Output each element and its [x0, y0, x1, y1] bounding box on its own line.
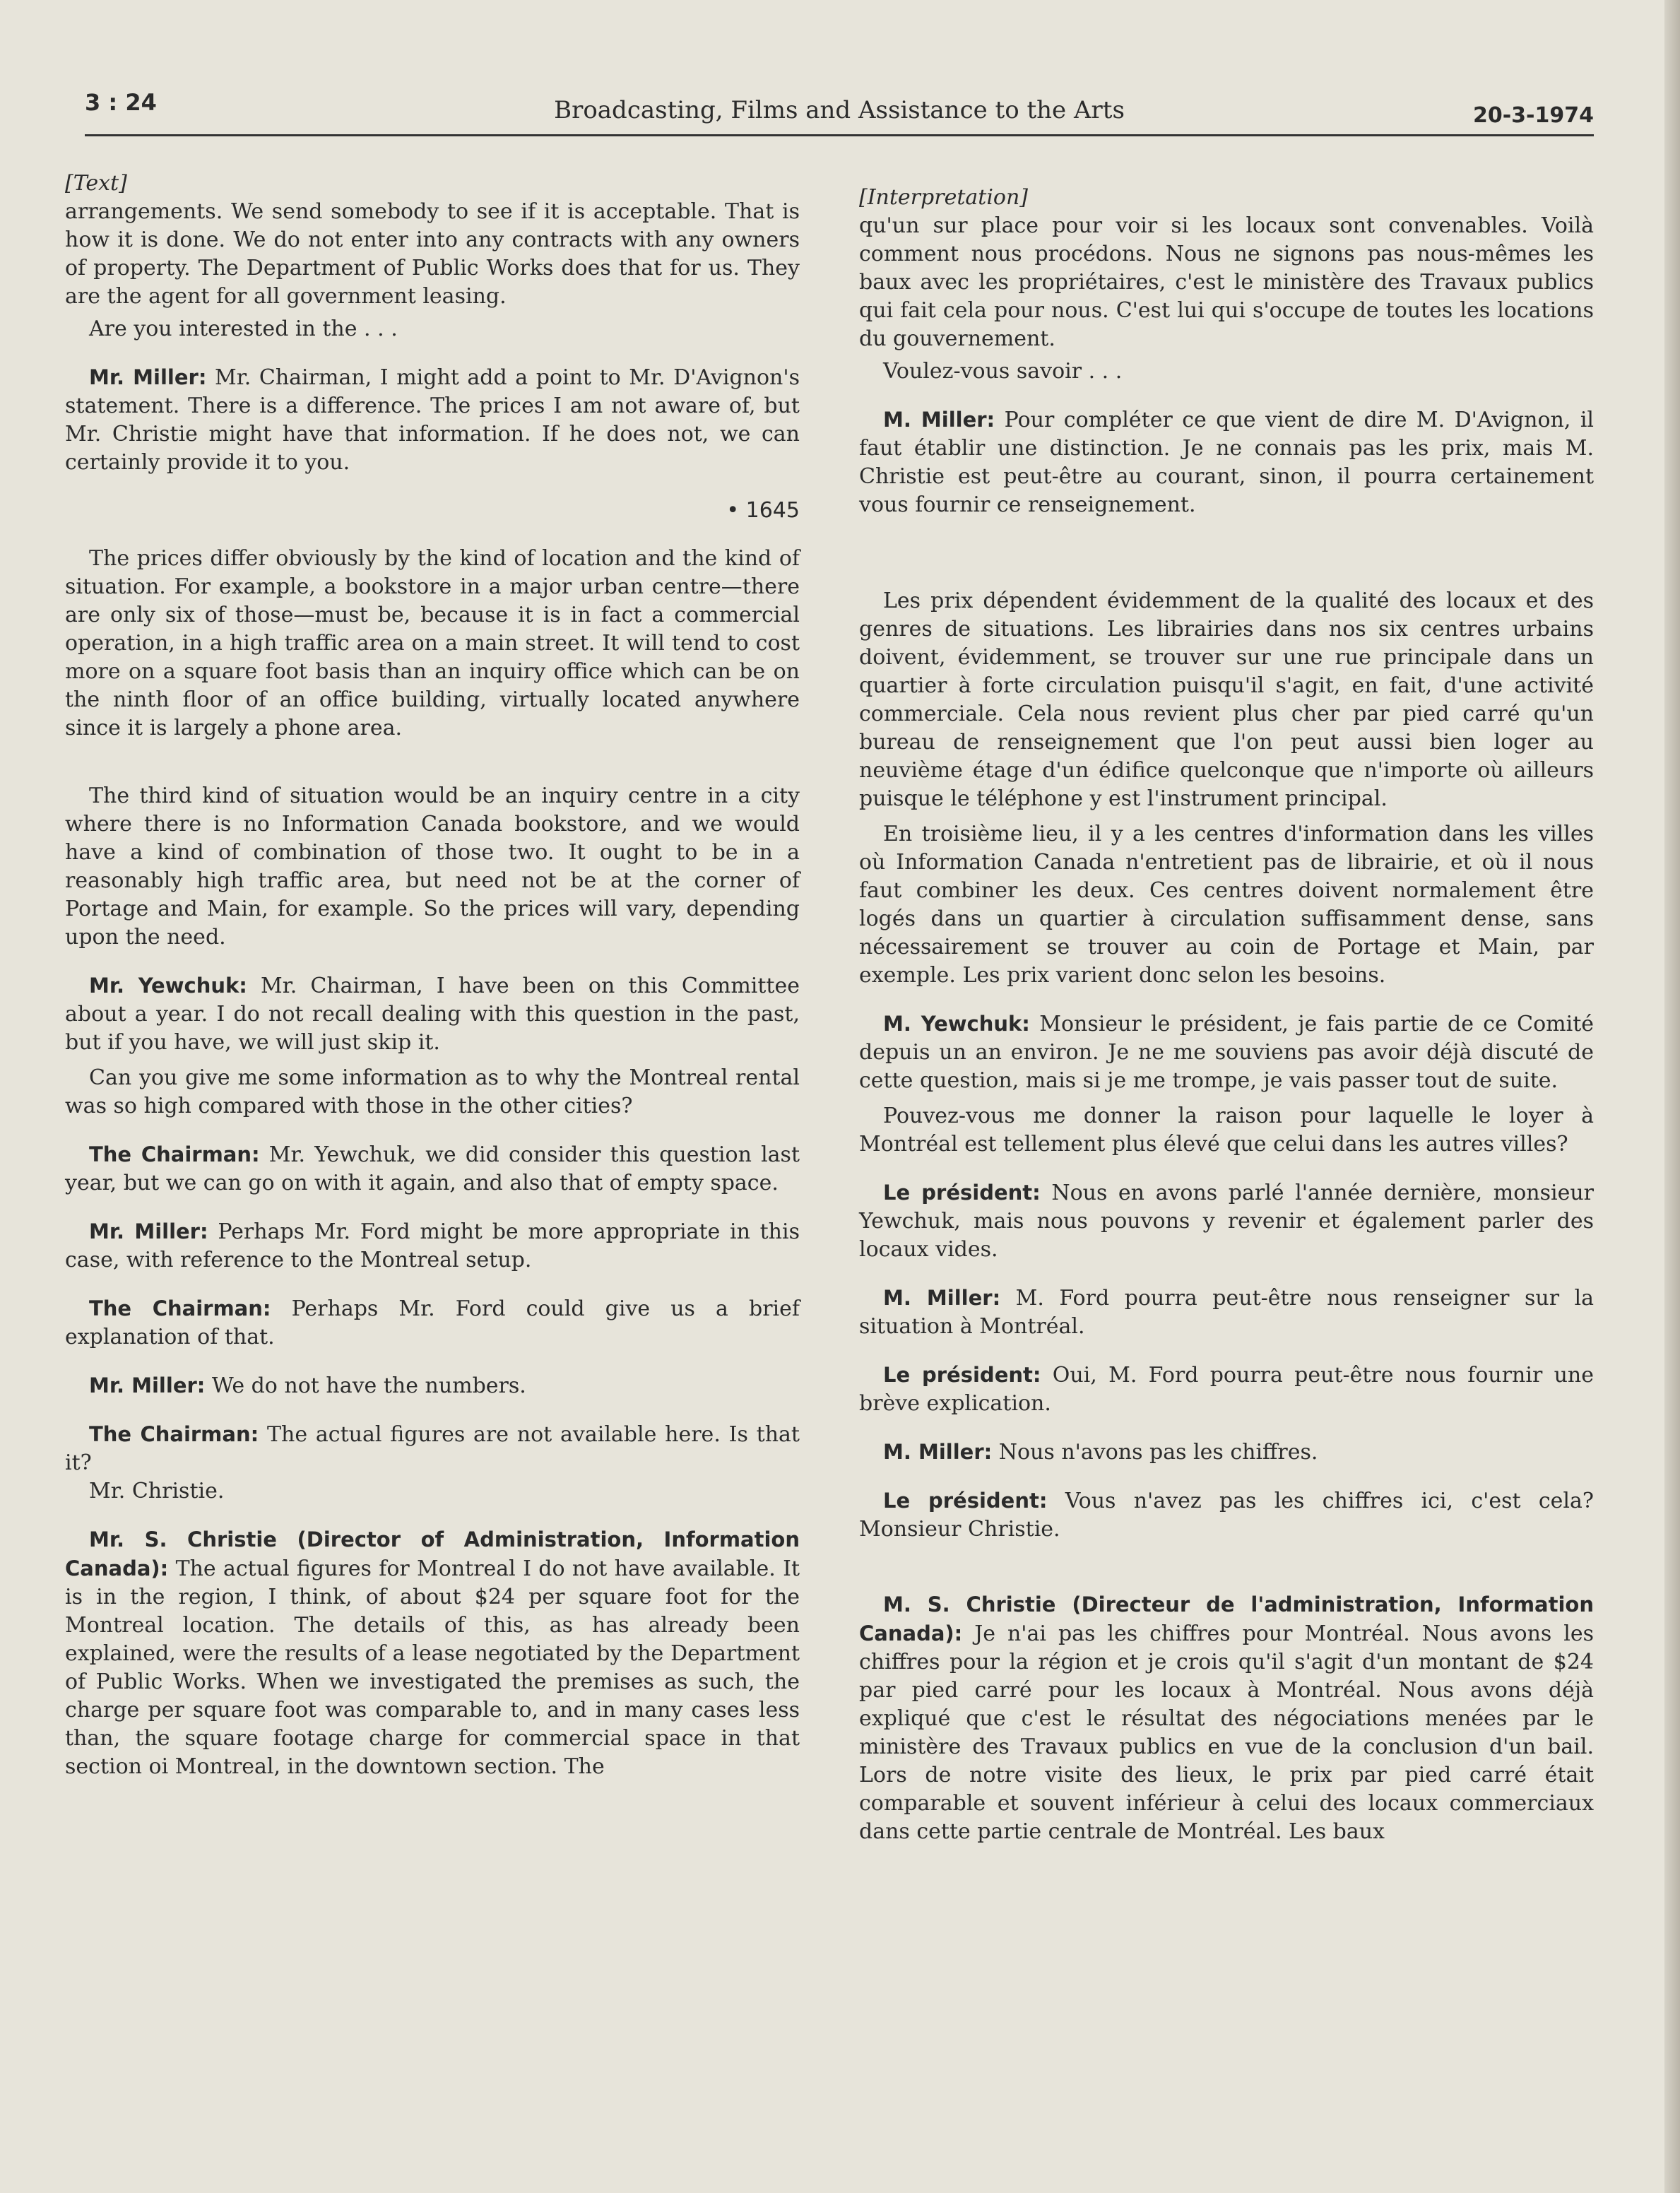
paragraph: Voulez-vous savoir . . . — [883, 359, 1123, 384]
paragraph: Are you interested in the . . . — [89, 317, 398, 341]
speaker-paragraph — [65, 363, 800, 477]
paragraph: qu'un sur place pour voir si les locaux sont convenables. Voilà comment nous procédons. Nous ne signons pas nous-mêmes les baux avec les propriétaires, c'est le ministère des Travaux publics qui fait cela pour nous. C'est lui qui s'occupe de toutes les locations du gouvernement. — [859, 213, 1594, 351]
speech: Nous en avons parlé l'année dernière, monsieur Yewchuk, mais nous pouvons y revenir et également parler des locaux vides. — [859, 1181, 1594, 1262]
speaker-paragraph — [65, 1217, 800, 1275]
speaker-paragraph — [65, 1371, 800, 1400]
speaker-name: Mr. Miller: — [89, 1219, 208, 1243]
french-column — [859, 170, 1594, 1846]
speech: M. Ford pourra peut-être nous renseigner sur la situation à Montréal. — [859, 1286, 1594, 1339]
speaker-paragraph — [859, 1010, 1594, 1095]
page-header — [85, 85, 1594, 134]
speech: Perhaps Mr. Ford could give us a brief explanation of that. — [65, 1296, 800, 1349]
speaker-name: Mr. Miller: — [89, 365, 207, 389]
speaker-paragraph — [65, 1294, 800, 1352]
speech: Oui, M. Ford pourra peut-être nous fournir une brève explication. — [859, 1363, 1594, 1416]
speech: Vous n'avez pas les chiffres ici, c'est cela? Monsieur Christie. — [859, 1489, 1594, 1542]
speaker-name: The Chairman: — [89, 1422, 259, 1446]
speaker-paragraph — [859, 1178, 1594, 1264]
speech: Mr. Chairman, I have been on this Committee about a year. I do not recall dealing with this question in the past, but if you have, we will just skip it. — [65, 974, 800, 1055]
speaker-paragraph — [859, 1284, 1594, 1341]
speaker-name: Mr. Miller: — [89, 1373, 206, 1397]
speaker-name: M. Yewchuk: — [883, 1012, 1030, 1036]
speech: Mr. Yewchuk, we did consider this question last year, but we can go on with it again, and also that of empty space. — [65, 1142, 800, 1195]
section-label-text: [Text] — [65, 171, 127, 196]
paragraph: The third kind of situation would be an inquiry centre in a city where there is no Information Canada bookstore, and we would have a kind of combination of those two. It ought to be in a reasonably high traffic area, but need not be at the corner of Portage and Main, for example. So the prices will vary, depending upon the need. — [65, 784, 800, 950]
speaker-name: The Chairman: — [89, 1296, 271, 1320]
paragraph: Pouvez-vous me donner la raison pour laquelle le loyer à Montréal est tellement plus élevé que celui dans les autres villes? — [859, 1104, 1594, 1157]
paragraph: Can you give me some information as to why the Montreal rental was so high compared with those in the other cities? — [65, 1065, 800, 1118]
speaker-paragraph — [65, 1525, 800, 1781]
header-date: 20-3-1974 — [1472, 103, 1594, 128]
speaker-name: Mr. S. Christie (Director of Administration, Information Canada): — [65, 1527, 800, 1580]
speaker-name: Le président: — [883, 1489, 1048, 1513]
speaker-paragraph — [859, 406, 1594, 519]
paragraph: Mr. Christie. — [89, 1479, 225, 1503]
paragraph: En troisième lieu, il y a les centres d'information dans les villes où Information Canada n'entretient pas de librairie, et où il nous faut combiner les deux. Ces centres doivent normalement être logés dans un quartier à circulation suffisamment dense, sans nécessairement se trouver au coin de Portage et Main, par exemple. Les prix varient donc selon les besoins. — [859, 822, 1594, 988]
paragraph: arrangements. We send somebody to see if it is acceptable. That is how it is done. We do not enter into any contracts with any owners of property. The Department of Public Works does that for us. They are the agent for all government leasing. — [65, 199, 800, 309]
speech: Perhaps Mr. Ford might be more appropriate in this case, with reference to the Montreal setup. — [65, 1219, 800, 1272]
speech: Je n'ai pas les chiffres pour Montréal. Nous avons les chiffres pour la région et je crois qu'il s'agit d'un montant de $24 par pied carré pour les locaux à Montréal. Nous avons déjà expliqué que c'est le résultat des négociations menées par le ministère des Travaux publics en vue de la conclusion d'un bail. Lors de notre visite des lieux, le prix par pied carré était comparable et souvent inférieur à celui des locaux commerciaux dans cette partie centrale de Montréal. Les baux — [859, 1621, 1594, 1844]
page-edge — [1664, 0, 1680, 2193]
paragraph: Les prix dépendent évidemment de la qualité des locaux et des genres de situations. Les librairies dans nos six centres urbains doivent, évidemment, se trouver sur une rue principale dans un quartier à forte circulation puisqu'il s'agit, en fait, d'une activité commerciale. Cela nous revient plus cher par pied carré qu'un bureau de renseignement que l'on peut aussi bien loger au neuvième étage d'un édifice quelconque que n'importe où ailleurs puisque le téléphone y est l'instrument principal. — [859, 589, 1594, 811]
speaker-name: M. S. Christie (Directeur de l'administration, Information Canada): — [859, 1592, 1594, 1645]
speaker-paragraph — [859, 1590, 1594, 1846]
time-marker: • 1645 — [726, 498, 800, 523]
speaker-paragraph — [859, 1438, 1594, 1467]
speaker-name: Mr. Yewchuk: — [89, 974, 247, 998]
speaker-name: Le président: — [883, 1181, 1041, 1205]
speaker-name: Le président: — [883, 1363, 1041, 1387]
speaker-paragraph — [859, 1361, 1594, 1418]
speech: We do not have the numbers. — [205, 1373, 526, 1398]
header-rule — [85, 134, 1594, 136]
speaker-paragraph — [65, 1140, 800, 1198]
section-label-interpretation: [Interpretation] — [859, 185, 1029, 210]
paragraph: The prices differ obviously by the kind of location and the kind of situation. For example, a bookstore in a major urban centre—there are only six of those—must be, because it is in fact a commercial operation, in a high traffic area on a main street. It will tend to cost more on a square foot basis than an inquiry office which can be on the ninth floor of an office building, virtually located anywhere since it is largely a phone area. — [65, 546, 800, 740]
speech: Monsieur le président, je fais partie de ce Comité depuis un an environ. Je ne me souviens pas avoir déjà discuté de cette question, mais si je me trompe, je vais passer tout de suite. — [859, 1012, 1595, 1093]
speech: Pour compléter ce que vient de dire M. D'Avignon, il faut établir une distinction. Je ne connais pas les prix, mais M. Christie est peut-être au courant, sinon, il pourra certainement vous fournir ce renseignement. — [859, 408, 1595, 517]
speaker-paragraph — [65, 1420, 800, 1477]
speech: The actual figures are not available here. Is that it? — [65, 1422, 800, 1475]
page-number: 3 : 24 — [85, 89, 157, 116]
speech: The actual figures for Montreal I do not have available. It is in the region, I think, of about $24 per square foot for the Montreal location. The details of this, as has already been explained, were the results of a lease negotiated by the Department of Public Works. When we investigated the premises as such, the charge per square foot was comparable to, and in many cases less than, the square footage charge for commercial space in that section oi Montreal, in the downtown section. The — [65, 1556, 800, 1779]
running-title: Broadcasting, Films and Assistance to the Arts — [554, 96, 1125, 124]
speaker-name: The Chairman: — [89, 1142, 260, 1166]
english-column — [65, 170, 800, 1781]
speaker-name: M. Miller: — [883, 408, 995, 432]
speaker-paragraph — [65, 971, 800, 1057]
speaker-name: M. Miller: — [883, 1286, 1001, 1310]
speech: Mr. Chairman, I might add a point to Mr. D'Avignon's statement. There is a difference. The prices I am not aware of, but Mr. Christie might have that information. If he does not, we can certainly provide it to you. — [65, 365, 800, 475]
speech: Nous n'avons pas les chiffres. — [992, 1440, 1318, 1465]
speaker-paragraph — [859, 1486, 1594, 1544]
speaker-name: M. Miller: — [883, 1440, 993, 1464]
